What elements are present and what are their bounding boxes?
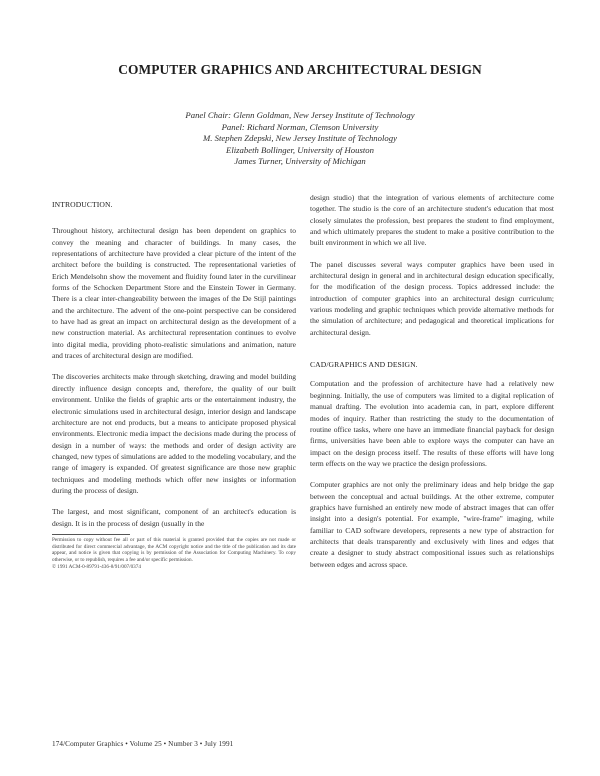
author-list bbox=[0, 110, 600, 168]
body-paragraph: The largest, and most significant, component of an architect's education is design. It is in the process of design (usually in the bbox=[52, 507, 296, 528]
author-line: Panel Chair: Glenn Goldman, New Jersey Institute of Technology bbox=[185, 110, 415, 120]
copyright-line: © 1991 ACM-0-89791-436-8/91/007/0374 bbox=[52, 563, 141, 570]
body-paragraph: Computation and the profession of architecture have had a relatively new beginning. Initially, the use of computers was limited to a digital replication of manual drafting. The evolution into academia can, in part, explore different modes of inquiry. Rather than restricting the study to the documentation of routine office tasks, where one have an immediate financial payback for design firms, universities have been able to explore ways the computer can have an impact on the design process itself. The results of these efforts will have long term effects on the way we practice the design professions. bbox=[310, 379, 554, 468]
body-paragraph: The panel discusses several ways computer graphics have been used in architectural design in general and in architectural design education specifically, for the modification of the design process. Topics addressed include: the introduction of computer graphics into an architectural design curriculum; various modeling and graphic techniques which provide alternative methods for the simulation of architecture; and pedagogical and theoretical implications for architectural design. bbox=[310, 259, 554, 337]
body-paragraph: The discoveries architects make through sketching, drawing and model building directly influence design concepts and, therefore, the quality of our built environment. Unlike the fields of graphic arts or the entertainment industry, the electronic simulations used in architectural design, interior design and landscape architecture are not end products, but a means to anticipate proposed physical environments. Electronic media impact the decisions made during the process of design in a number of ways: the methods and order of design activity are changed, new types of simulations are added to the modeling vocabulary, and the range of imagery is expanded. Of greatest significance are those new graphic techniques and modeling methods which offer new insights or information during the process of design. bbox=[52, 372, 296, 495]
body-paragraph: Throughout history, architectural design has been dependent on graphics to convey the meaning and character of buildings. In many cases, the representations of architecture have provided a clear picture of the intent of the architect before the building is constructed. The representational varieties of Erich Mendelsohn show the movement and fluidity found later in the curvilinear forms of the Schocken Department Store and the Einstein Tower in Germany. There is a clear inter-changeability between the images of the De Stijl paintings and the architecture. The advent of the one-point perspective can be considered to have had as great an impact on architectural design as the development of a new construction material. As architectural representation continues to evolve into digital media, providing photo-realistic simulations and animation, nature and traces of architectural design are modified. bbox=[52, 226, 296, 361]
body-paragraph: Computer graphics are not only the preliminary ideas and help bridge the gap between the conceptual and actual buildings. At the other extreme, computer graphics have furnished an entirely new mode of abstract images that can offer insight into a design's potential. For example, "wire-frame" imaging, while familiar to CAD software developers, represents a new type of abstraction for architects that deals transparently and exclusively with lines and edges that create a designer to study abstract compositional issues such as relationships between edges and across space. bbox=[310, 480, 554, 569]
footnote-divider bbox=[52, 534, 130, 535]
author-line: Panel: Richard Norman, Clemson University bbox=[221, 121, 379, 132]
right-column bbox=[310, 192, 554, 570]
copyright-notice bbox=[52, 537, 296, 571]
copyright-text: Permission to copy without fee all or part of this material is granted provided that the copies are not made or distributed for direct commercial advantage, the ACM copyright notice and the title of the publication and its date appear, and notice is given that copying is by permission of the Association for Computing Machinery. To copy otherwise, or to republish, requires a fee and/or specific permission. bbox=[52, 536, 296, 564]
page-footer: 174/Computer Graphics • Volume 25 • Number 3 • July 1991 bbox=[52, 740, 234, 748]
author-line: Elizabeth Bollinger, University of Houston bbox=[226, 144, 374, 155]
section-heading-introduction: INTRODUCTION. bbox=[52, 200, 113, 209]
paper-title: COMPUTER GRAPHICS AND ARCHITECTURAL DESIGN bbox=[118, 62, 482, 77]
body-paragraph: design studio) that the integration of various elements of architecture come together. The studio is the core of an architecture student's education that most closely simulates the profession, best prepares the student to find employment, and which ultimately prepares the student to make a positive contribution to the built environment in which we all live. bbox=[310, 193, 554, 248]
author-line: M. Stephen Zdepski, New Jersey Institute of Technology bbox=[203, 133, 397, 144]
author-line: James Turner, University of Michigan bbox=[234, 156, 366, 167]
left-column bbox=[52, 192, 296, 570]
section-heading-cad-graphics: CAD/GRAPHICS AND DESIGN. bbox=[310, 360, 418, 370]
